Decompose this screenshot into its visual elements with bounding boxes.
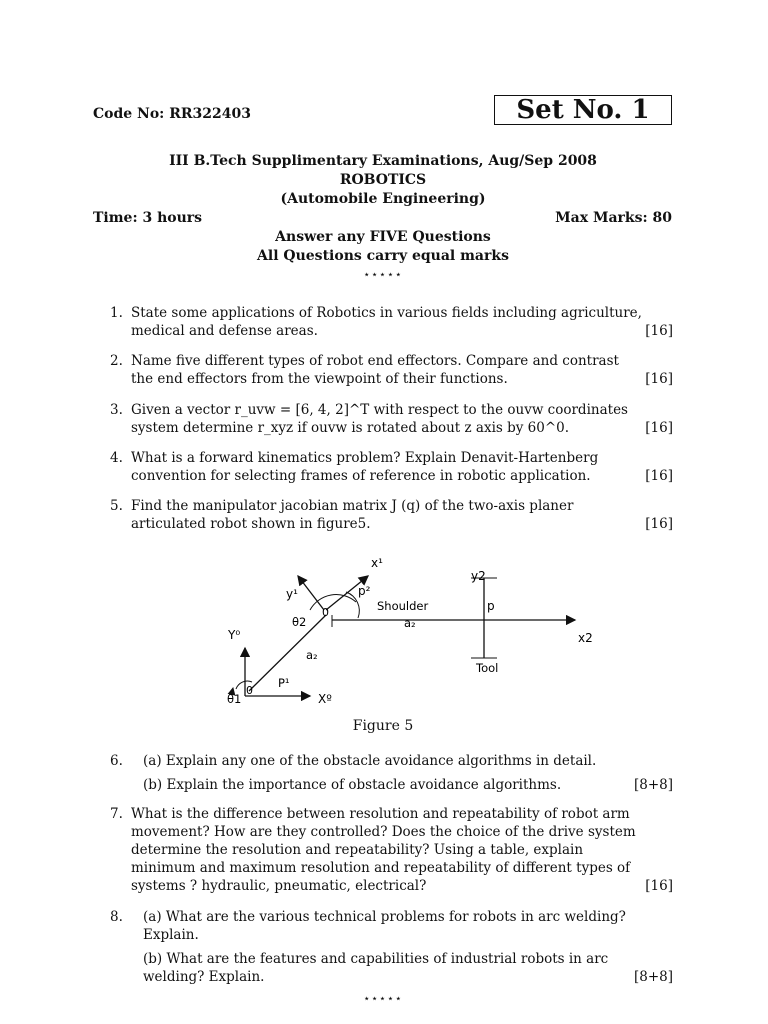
time-label: Time: 3 hours	[93, 210, 203, 226]
label-x1: x¹	[371, 556, 383, 570]
header-stars: ⋆⋆⋆⋆⋆	[363, 268, 403, 281]
question-text: Find the manipulator jacobian matrix J (q) of the two-axis planer articulated robot shown in figure5.	[131, 498, 574, 532]
label-y0: Y⁰	[228, 628, 241, 642]
label-y2: y2	[471, 569, 486, 583]
question-6b: (b) Explain the importance of obstacle avoidance algorithms.	[143, 777, 562, 793]
question-number: 8.	[110, 909, 123, 925]
question-4	[110, 449, 673, 485]
exam-title: III B.Tech Supplimentary Examinations, Aug/Sep 2008	[169, 153, 597, 169]
question-number: 6.	[110, 753, 123, 769]
label-y1: y¹	[286, 587, 298, 601]
max-marks-label: Max Marks: 80	[555, 210, 672, 226]
question-8b: (b) What are the features and capabilities of industrial robots in arc welding? Explain.	[143, 951, 609, 985]
question-7	[110, 805, 673, 895]
label-tool: Tool	[476, 661, 499, 675]
y1-axis	[298, 576, 324, 610]
question-text: Given a vector r_uvw = [6, 4, 2]^T with respect to the ouvw coordinates system determine r_xyz if ouvw is rotated about z axis by 60^0.	[131, 402, 628, 436]
label-origin-base: 0	[246, 684, 253, 697]
question-6	[110, 752, 673, 794]
label-origin-joint: 0	[322, 606, 329, 619]
branch-title: (Automobile Engineering)	[280, 191, 486, 207]
label-theta2: θ2	[292, 615, 307, 629]
label-p1: P¹	[278, 676, 290, 690]
subject-title: ROBOTICS	[339, 172, 427, 188]
question-number: 2.	[110, 353, 123, 369]
instruction-equal: All Questions carry equal marks	[257, 248, 509, 264]
label-p2: p²	[358, 584, 371, 598]
theta2-arc	[310, 595, 356, 610]
question-marks: [8+8]	[633, 969, 673, 985]
question-text: What is a forward kinematics problem? Explain Denavit-Hartenberg convention for selecting frames of reference in robotic application.	[131, 450, 599, 484]
question-marks: [16]	[645, 468, 673, 484]
question-6a: (a) Explain any one of the obstacle avoidance algorithms in detail.	[143, 753, 597, 769]
question-text: Name five different types of robot end effectors. Compare and contrast the end effectors from the viewpoint of their functions.	[131, 353, 619, 387]
question-number: 1.	[110, 305, 123, 321]
question-marks: [16]	[645, 420, 673, 436]
set-number-box: Set No. 1	[494, 95, 672, 125]
question-1	[110, 304, 673, 340]
label-shoulder: Shoulder	[377, 599, 429, 613]
question-text: What is the difference between resolution and repeatability of robot arm movement? How are they controlled? Does the choice of the drive system determine the resolution and repeatability? Using a table, explain minimum and maximum resolution and repeatability of different types of systems ? hydraulic, pneumatic, electrical?	[131, 806, 636, 894]
label-a2-arm: a₂	[306, 648, 318, 662]
question-number: 3.	[110, 402, 123, 418]
question-8	[110, 908, 673, 986]
question-marks: [16]	[645, 323, 673, 339]
question-8a: (a) What are the various technical problems for robots in arc welding? Explain.	[143, 909, 626, 943]
question-number: 7.	[110, 806, 123, 822]
figure-5-diagram	[220, 548, 620, 713]
question-5	[110, 497, 673, 533]
question-marks: [8+8]	[633, 777, 673, 793]
question-number: 4.	[110, 450, 123, 466]
label-theta1: θ1	[227, 692, 242, 706]
label-a2-top: a₂	[404, 616, 416, 630]
question-text: State some applications of Robotics in various fields including agriculture, medical and defense areas.	[131, 305, 642, 339]
figure-caption: Figure 5	[352, 718, 414, 734]
question-marks: [16]	[645, 516, 673, 532]
label-x2: x2	[578, 631, 593, 645]
instruction-five: Answer any FIVE Questions	[275, 229, 491, 245]
question-marks: [16]	[645, 878, 673, 894]
question-3	[110, 401, 673, 437]
code-number: Code No: RR322403	[93, 106, 251, 122]
label-x0: Xº	[318, 692, 332, 706]
question-marks: [16]	[645, 371, 673, 387]
label-p: p	[487, 599, 495, 613]
question-2	[110, 352, 673, 388]
footer-stars: ⋆⋆⋆⋆⋆	[363, 992, 403, 1005]
question-number: 5.	[110, 498, 123, 514]
